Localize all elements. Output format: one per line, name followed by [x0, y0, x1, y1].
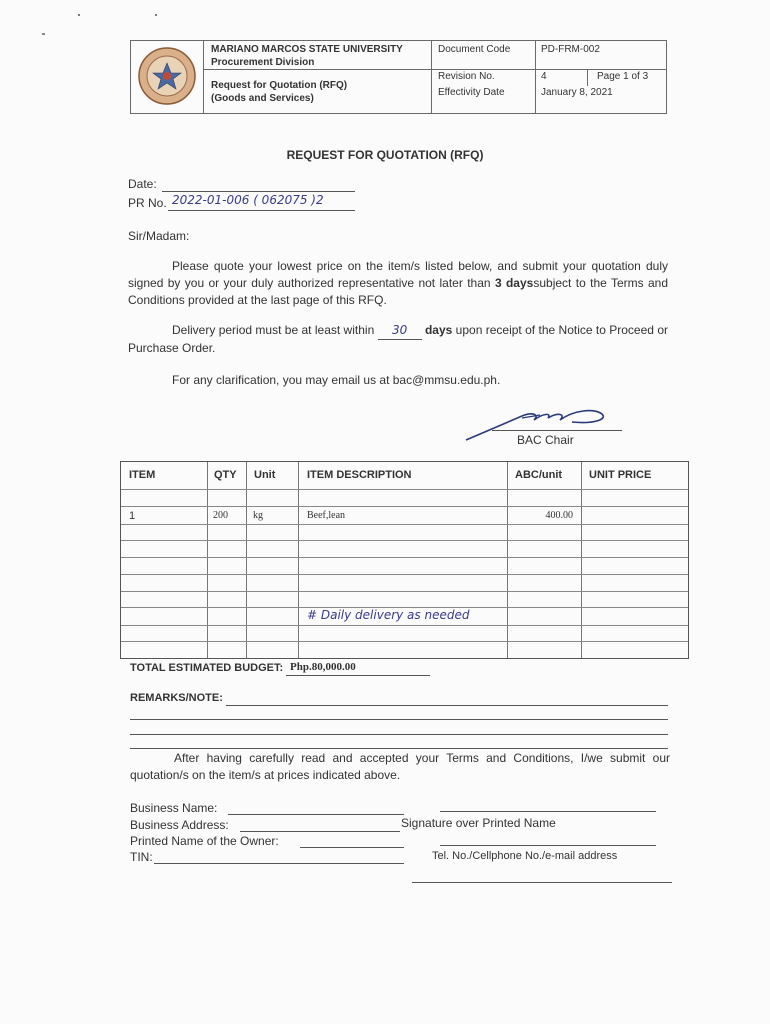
instructions-text: Please quote your lowest price on the item/s listed below, and submit your quotation duly signed by you or your duly authorized representative not later than	[128, 259, 668, 290]
scan-speck	[78, 14, 80, 16]
instructions-paragraph	[128, 258, 668, 309]
tin-field[interactable]	[154, 863, 404, 864]
row-unit-price-field[interactable]	[583, 508, 683, 522]
row-abc: 400.00	[545, 510, 573, 521]
doc-code-value: PD-FRM-002	[541, 44, 600, 55]
bac-chair-line	[492, 430, 622, 431]
contact-label: Tel. No./Cellphone No./e-mail address	[432, 850, 618, 862]
effectivity-value: January 8, 2021	[541, 87, 613, 98]
column-header-qty: QTY	[214, 469, 237, 481]
university-seal-icon	[137, 45, 197, 107]
doc-code-label: Document Code	[438, 44, 511, 55]
row-qty: 200	[213, 510, 228, 521]
total-budget-line	[286, 675, 430, 676]
remarks-line-4[interactable]	[130, 748, 668, 749]
items-table	[120, 461, 689, 659]
column-header-item: ITEM	[129, 469, 156, 481]
effectivity-label: Effectivity Date	[438, 87, 505, 98]
remarks-label: REMARKS/NOTE:	[130, 692, 223, 704]
revision-value: 4	[541, 71, 547, 82]
column-header-unit-price: UNIT PRICE	[589, 469, 652, 481]
instructions-text-end: subject to the Terms and Conditions provided at the last page of this RFQ.	[128, 276, 669, 307]
form-title-line2: (Goods and Services)	[211, 93, 314, 104]
handwritten-delivery-note: # Daily delivery as needed	[307, 608, 470, 622]
contact-field[interactable]	[440, 845, 656, 846]
business-address-field[interactable]	[240, 831, 400, 832]
column-header-unit: Unit	[254, 469, 276, 481]
pr-field[interactable]	[168, 210, 355, 211]
revision-label: Revision No.	[438, 71, 495, 82]
total-budget-label: TOTAL ESTIMATED BUDGET:	[130, 662, 284, 674]
delivery-days-unit: days	[424, 323, 453, 337]
document-header	[130, 40, 667, 114]
delivery-paragraph	[128, 322, 668, 357]
business-name-field[interactable]	[228, 814, 404, 815]
business-address-label: Business Address:	[130, 818, 229, 832]
bac-chair-label: BAC Chair	[517, 433, 574, 447]
clarification-paragraph: For any clarification, you may email us at bac@mmsu.edu.ph.	[172, 373, 501, 387]
deadline-days: 3 days	[494, 276, 534, 290]
date-label: Date:	[128, 177, 157, 191]
row-description: Beef,lean	[307, 510, 346, 521]
acceptance-paragraph: After having carefully read and accepted your Terms and Conditions, I/we submit our quotation/s on the item/s at prices indicated above.	[130, 751, 670, 782]
scan-speck	[42, 33, 45, 35]
form-title-line1: Request for Quotation (RFQ)	[211, 80, 348, 91]
row-item-number: 1	[129, 510, 136, 522]
pr-label: PR No.	[128, 196, 167, 210]
university-name: MARIANO MARCOS STATE UNIVERSITY	[211, 44, 403, 55]
page-number: Page 1 of 3	[597, 71, 649, 82]
column-header-description: ITEM DESCRIPTION	[307, 469, 412, 481]
delivery-text-end: upon receipt of the Notice to Proceed or Purchase Order.	[128, 323, 668, 355]
delivery-text: Delivery period must be at least within	[172, 323, 378, 337]
remarks-line-1[interactable]	[226, 705, 668, 706]
owner-name-field[interactable]	[300, 847, 404, 848]
remarks-line-3[interactable]	[130, 734, 668, 735]
business-name-label: Business Name:	[130, 801, 218, 815]
tin-label: TIN:	[130, 850, 153, 864]
division-name: Procurement Division	[211, 57, 315, 68]
signature-field[interactable]	[440, 811, 656, 812]
date-field[interactable]	[162, 191, 355, 192]
signature-label: Signature over Printed Name	[401, 816, 556, 830]
delivery-days-field[interactable]	[378, 322, 422, 340]
delivery-days-handwritten: 30	[391, 323, 408, 337]
column-header-abc: ABC/unit	[515, 469, 563, 481]
page-title: REQUEST FOR QUOTATION (RFQ)	[286, 148, 484, 162]
total-budget-value: Php.80,000.00	[290, 661, 356, 673]
salutation: Sir/Madam:	[128, 229, 190, 243]
scan-speck	[155, 14, 157, 16]
pr-number-handwritten: 2022-01-006 ( 062075 )2	[172, 193, 324, 207]
remarks-line-2[interactable]	[130, 719, 668, 720]
bottom-line	[412, 882, 672, 883]
owner-name-label: Printed Name of the Owner:	[130, 834, 279, 848]
row-unit: kg	[253, 510, 263, 521]
